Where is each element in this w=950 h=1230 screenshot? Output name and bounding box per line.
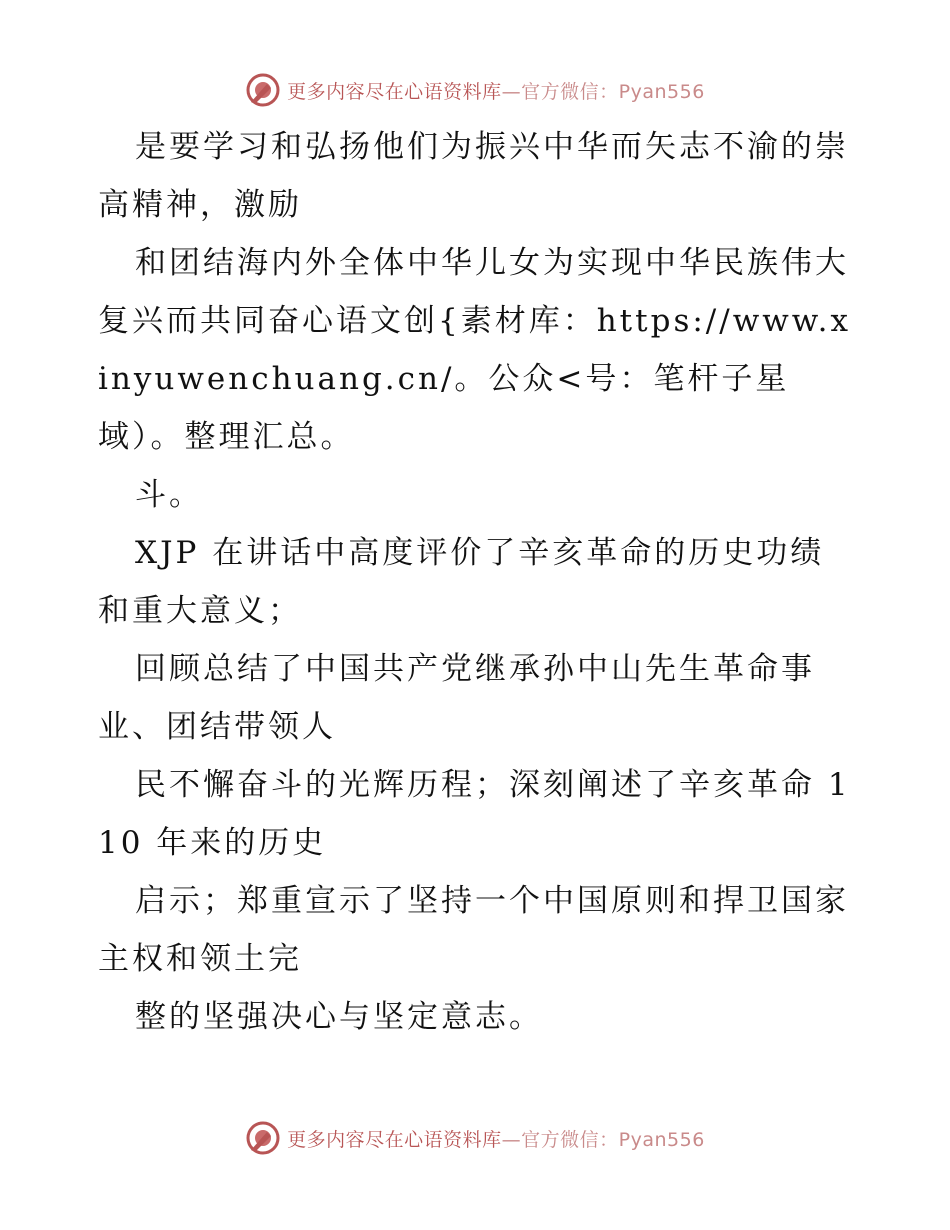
paragraph: XJP 在讲话中高度评价了辛亥革命的历史功绩和重大意义；	[98, 535, 825, 629]
red-seal-logo-icon	[245, 1120, 281, 1156]
paragraph: 启示；郑重宣示了坚持一个中国原则和捍卫国家主权和领土完	[98, 883, 849, 977]
document-body	[98, 118, 858, 1046]
paragraph: 是要学习和弘扬他们为振兴中华而矢志不渝的崇高精神，激励	[98, 129, 849, 223]
header-banner-text: 更多内容尽在心语资料库—官方微信：Pyan556	[287, 80, 705, 103]
paragraph: 整的坚强决心与坚定意志。	[135, 999, 543, 1035]
paragraph: 回顾总结了中国共产党继承孙中山先生革命事业、团结带领人	[98, 651, 815, 745]
paragraph: 民不懈奋斗的光辉历程；深刻阐述了辛亥革命 110 年来的历史	[98, 767, 851, 861]
footer-banner	[0, 1118, 950, 1158]
footer-banner-text: 更多内容尽在心语资料库—官方微信：Pyan556	[287, 1128, 705, 1151]
paragraph: 和团结海内外全体中华儿女为实现中华民族伟大复兴而共同奋心语文创{素材库：https://www.xinyuwenchuang.cn/。公众<号：笔杆子星域）。整理汇总。	[98, 245, 851, 455]
paragraph: 斗。	[135, 477, 203, 513]
header-banner	[0, 70, 950, 110]
red-seal-logo-icon	[245, 72, 281, 108]
